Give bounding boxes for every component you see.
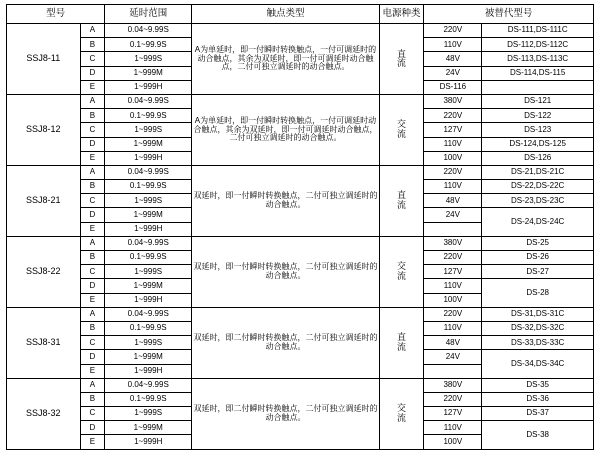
- code-cell: A: [80, 24, 105, 38]
- code-cell: A: [80, 378, 105, 392]
- voltage-cell: 220V: [424, 251, 482, 265]
- power-type-char: 直: [397, 190, 407, 201]
- delay-range-cell: 1~999M: [105, 137, 192, 151]
- voltage-cell: 380V: [424, 236, 482, 250]
- replacement-model-cell: DS-116: [424, 80, 482, 94]
- code-cell: A: [80, 236, 105, 250]
- delay-range-cell: 1~999S: [105, 336, 192, 350]
- delay-range-cell: 1~999H: [105, 435, 192, 449]
- voltage-cell: 127V: [424, 123, 482, 137]
- code-cell: E: [80, 151, 105, 165]
- power-type-char: 流: [397, 270, 407, 281]
- replacement-model-cell: DS-111,DS-111C: [482, 24, 594, 38]
- voltage-cell: 380V: [424, 94, 482, 108]
- power-type-char: 流: [397, 199, 407, 210]
- voltage-cell: 220V: [424, 109, 482, 123]
- replacement-model-cell: DS-22,DS-22C: [482, 180, 594, 194]
- power-type-char: 流: [397, 412, 407, 423]
- column-header-power-type: 电源种类: [379, 5, 424, 24]
- code-cell: C: [80, 52, 105, 66]
- voltage-cell: 110V: [424, 137, 482, 151]
- replacement-model-cell: DS-25: [482, 236, 594, 250]
- code-cell: E: [80, 293, 105, 307]
- replacement-model-cell: DS-123: [482, 123, 594, 137]
- delay-range-cell: 1~999M: [105, 208, 192, 222]
- delay-range-cell: 1~999M: [105, 421, 192, 435]
- voltage-cell: 380V: [424, 378, 482, 392]
- replacement-model-cell: DS-33,DS-33C: [482, 336, 594, 350]
- delay-range-cell: 1~999S: [105, 194, 192, 208]
- code-cell: D: [80, 137, 105, 151]
- power-type-char: 交: [397, 403, 407, 414]
- voltage-cell: 127V: [424, 407, 482, 421]
- contact-type-cell: A为单延时，即一付瞬时转换触点，一付可调延时的动合触点，其余为双延时，即一付可调延时动合触点，二付可独立调延时的动合触点。: [192, 24, 379, 95]
- table-row: [7, 378, 594, 392]
- contact-type-cell: 双延时，即一付瞬时转换触点，二付可独立调延时的动合触点。: [192, 236, 379, 307]
- replacement-model-cell: DS-24,DS-24C: [482, 208, 594, 236]
- voltage-cell: 110V: [424, 38, 482, 52]
- voltage-cell: 110V: [424, 421, 482, 435]
- code-cell: B: [80, 321, 105, 335]
- code-cell: C: [80, 123, 105, 137]
- voltage-cell: 110V: [424, 279, 482, 293]
- replacement-model-cell: DS-26: [482, 251, 594, 265]
- delay-range-cell: 1~999H: [105, 222, 192, 236]
- power-type-char: 直: [397, 332, 407, 343]
- delay-range-cell: 0.1~99.9S: [105, 109, 192, 123]
- specification-table: [6, 4, 594, 450]
- column-header-contact-type: 触点类型: [192, 5, 379, 24]
- replacement-model-cell: DS-36: [482, 392, 594, 406]
- replacement-model-cell: DS-34,DS-34C: [482, 350, 594, 378]
- replacement-model-cell: DS-112,DS-112C: [482, 38, 594, 52]
- code-cell: D: [80, 208, 105, 222]
- contact-type-cell: 双延时，即一付瞬时转换触点，二付可独立调延时的动合触点。: [192, 165, 379, 236]
- replacement-model-cell: DS-35: [482, 378, 594, 392]
- voltage-cell: 127V: [424, 265, 482, 279]
- delay-range-cell: 0.1~99.9S: [105, 38, 192, 52]
- voltage-cell: 220V: [424, 165, 482, 179]
- power-type-cell: [379, 165, 424, 236]
- power-type-char: 直: [397, 48, 407, 59]
- column-header-model: 型号: [7, 5, 105, 24]
- replacement-model-cell: DS-126: [482, 151, 594, 165]
- delay-range-cell: 0.04~9.99S: [105, 307, 192, 321]
- code-cell: C: [80, 265, 105, 279]
- power-type-char: 流: [397, 128, 407, 139]
- code-cell: D: [80, 350, 105, 364]
- voltage-cell: 100V: [424, 151, 482, 165]
- power-type-char: 交: [397, 119, 407, 130]
- model-cell: SSJ8-11: [7, 24, 81, 95]
- model-cell: SSJ8-12: [7, 94, 81, 165]
- model-cell: SSJ8-31: [7, 307, 81, 378]
- replacement-model-cell: DS-27: [482, 265, 594, 279]
- replacement-model-cell: DS-31,DS-31C: [482, 307, 594, 321]
- delay-range-cell: 1~999M: [105, 66, 192, 80]
- code-cell: E: [80, 222, 105, 236]
- power-type-cell: [379, 236, 424, 307]
- table-header: [7, 5, 594, 24]
- code-cell: D: [80, 421, 105, 435]
- delay-range-cell: 1~999S: [105, 52, 192, 66]
- voltage-cell: 24V: [424, 350, 482, 364]
- code-cell: C: [80, 336, 105, 350]
- delay-range-cell: 0.1~99.9S: [105, 251, 192, 265]
- delay-range-cell: 0.1~99.9S: [105, 392, 192, 406]
- code-cell: B: [80, 180, 105, 194]
- code-cell: D: [80, 66, 105, 80]
- replacement-model-cell: DS-21,DS-21C: [482, 165, 594, 179]
- delay-range-cell: 0.04~9.99S: [105, 94, 192, 108]
- replacement-model-cell: DS-122: [482, 109, 594, 123]
- model-cell: SSJ8-22: [7, 236, 81, 307]
- code-cell: A: [80, 94, 105, 108]
- code-cell: C: [80, 194, 105, 208]
- code-cell: B: [80, 38, 105, 52]
- delay-range-cell: 1~999S: [105, 407, 192, 421]
- replacement-model-cell: DS-124,DS-125: [482, 137, 594, 151]
- code-cell: A: [80, 165, 105, 179]
- contact-type-cell: 双延时，即二付瞬时转换触点，二付可独立调延时的动合触点。: [192, 378, 379, 449]
- replacement-model-cell: DS-121: [482, 94, 594, 108]
- delay-range-cell: 1~999H: [105, 80, 192, 94]
- contact-type-cell: 双延时，即二付瞬时转换触点，二付可独立调延时的动合触点。: [192, 307, 379, 378]
- table-body: [7, 24, 594, 450]
- power-type-char: 交: [397, 261, 407, 272]
- voltage-cell: 220V: [424, 392, 482, 406]
- delay-range-cell: 1~999H: [105, 293, 192, 307]
- delay-range-cell: 1~999S: [105, 265, 192, 279]
- delay-range-cell: 0.04~9.99S: [105, 378, 192, 392]
- replacement-model-cell: DS-113,DS-113C: [482, 52, 594, 66]
- delay-range-cell: 1~999M: [105, 350, 192, 364]
- model-cell: SSJ8-21: [7, 165, 81, 236]
- voltage-cell: 100V: [424, 293, 482, 307]
- voltage-cell: 100V: [424, 435, 482, 449]
- voltage-cell: 220V: [424, 307, 482, 321]
- table-row: [7, 236, 594, 250]
- delay-range-cell: 0.04~9.99S: [105, 24, 192, 38]
- voltage-cell: 48V: [424, 194, 482, 208]
- power-type-char: 流: [397, 57, 407, 68]
- code-cell: B: [80, 109, 105, 123]
- code-cell: D: [80, 279, 105, 293]
- code-cell: E: [80, 435, 105, 449]
- voltage-cell: 24V: [424, 66, 482, 80]
- delay-range-cell: 0.1~99.9S: [105, 180, 192, 194]
- replacement-model-cell: DS-38: [482, 421, 594, 449]
- power-type-cell: [379, 24, 424, 95]
- replacement-model-cell: DS-114,DS-115: [482, 66, 594, 80]
- column-header-replacement-model: 被替代型号: [424, 5, 594, 24]
- power-type-cell: [379, 94, 424, 165]
- delay-range-cell: 0.04~9.99S: [105, 236, 192, 250]
- replacement-model-cell: DS-37: [482, 407, 594, 421]
- delay-range-cell: 0.1~99.9S: [105, 321, 192, 335]
- replacement-model-cell: DS-28: [482, 279, 594, 307]
- column-header-delay-range: 延时范围: [105, 5, 192, 24]
- delay-range-cell: 1~999H: [105, 364, 192, 378]
- voltage-cell: 110V: [424, 321, 482, 335]
- power-type-cell: [379, 378, 424, 449]
- replacement-model-cell: DS-23,DS-23C: [482, 194, 594, 208]
- delay-range-cell: 0.04~9.99S: [105, 165, 192, 179]
- delay-range-cell: 1~999M: [105, 279, 192, 293]
- voltage-cell: 24V: [424, 208, 482, 222]
- voltage-cell: 220V: [424, 24, 482, 38]
- code-cell: E: [80, 364, 105, 378]
- contact-type-cell: A为单延时，即一付瞬时转换触点，一付可调延时动合触点，其余为双延时，即一付可调延时动合触点，二付可独立调延时的动合触点。: [192, 94, 379, 165]
- table-row: [7, 307, 594, 321]
- voltage-cell: 48V: [424, 336, 482, 350]
- power-type-char: 流: [397, 341, 407, 352]
- replacement-model-cell: DS-32,DS-32C: [482, 321, 594, 335]
- table-row: [7, 24, 594, 38]
- voltage-cell: 110V: [424, 180, 482, 194]
- model-cell: SSJ8-32: [7, 378, 81, 449]
- table-row: [7, 165, 594, 179]
- delay-range-cell: 1~999S: [105, 123, 192, 137]
- table-row: [7, 94, 594, 108]
- code-cell: E: [80, 80, 105, 94]
- code-cell: B: [80, 392, 105, 406]
- code-cell: C: [80, 407, 105, 421]
- table-header-row: [7, 5, 594, 24]
- code-cell: A: [80, 307, 105, 321]
- delay-range-cell: 1~999H: [105, 151, 192, 165]
- code-cell: B: [80, 251, 105, 265]
- power-type-cell: [379, 307, 424, 378]
- voltage-cell: 48V: [424, 52, 482, 66]
